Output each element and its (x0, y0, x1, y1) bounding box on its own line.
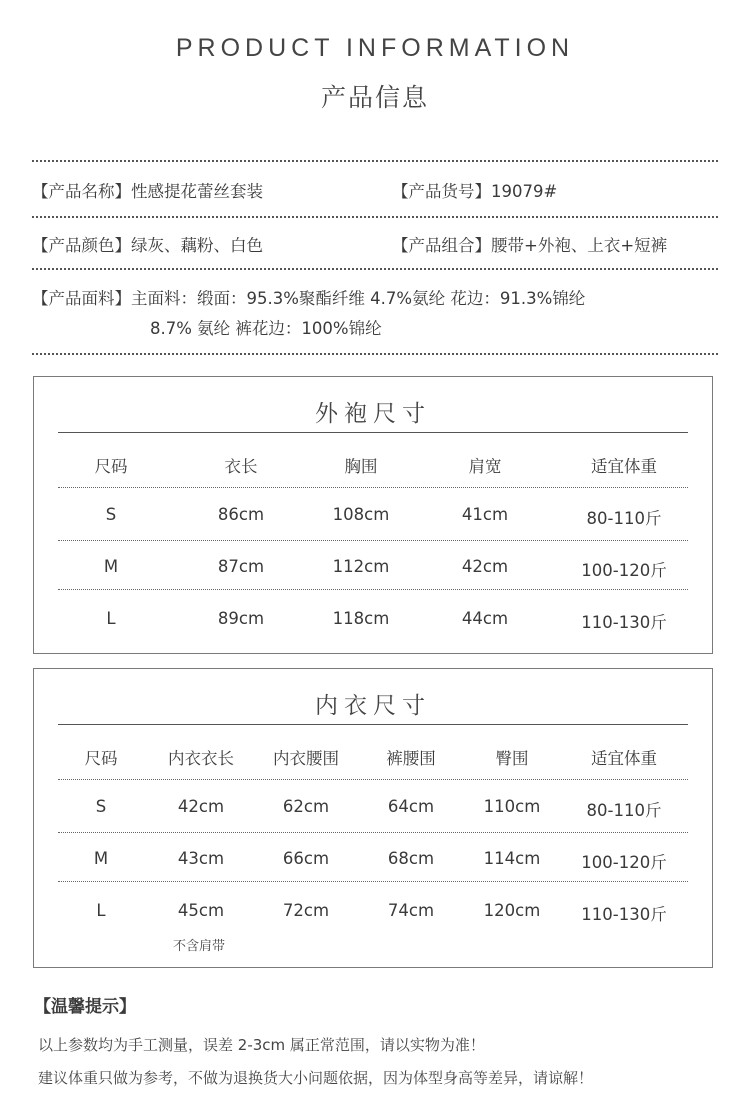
row-divider (58, 881, 688, 882)
tips-title: 【温馨提示】 (34, 997, 136, 1017)
name-value: 性感提花蕾丝套装 (131, 182, 263, 201)
cell: 100-120斤 (581, 561, 667, 580)
title-cn: 产品信息 (320, 83, 429, 112)
cell: 110-130斤 (581, 905, 667, 924)
info-row-fabric (32, 285, 585, 309)
fabric-line2: 8.7% 氨纶 裤花边：100%锦纶 (150, 319, 382, 338)
row-divider (58, 487, 688, 488)
header-shoulder: 肩宽 (468, 457, 502, 476)
cell: 64cm (387, 797, 435, 816)
cell: 87cm (217, 557, 265, 576)
info-row-fabric-2 (150, 315, 382, 339)
cell: 86cm (217, 505, 265, 524)
cell: 43cm (177, 849, 225, 868)
info-row-combo (392, 232, 667, 256)
cell: 112cm (332, 557, 390, 576)
header-top-waist: 内衣腰围 (273, 749, 339, 768)
cell: 44cm (461, 609, 509, 628)
cell: 110-130斤 (581, 613, 667, 632)
cell: 41cm (461, 505, 509, 524)
cell: 80-110斤 (586, 509, 662, 528)
cell: 45cm (177, 901, 225, 920)
inner-size-table (33, 668, 713, 968)
cell: 108cm (332, 505, 390, 524)
cell: 72cm (282, 901, 330, 920)
header-size: 尺码 (84, 749, 118, 768)
combo-label: 【产品组合】 (392, 236, 491, 255)
divider (32, 216, 718, 218)
cell: 120cm (483, 901, 541, 920)
header-size: 尺码 (94, 457, 128, 476)
name-label: 【产品名称】 (32, 182, 131, 201)
fabric-label: 【产品面料】 (32, 289, 131, 308)
cell: 80-110斤 (586, 801, 662, 820)
inner-table-title: 内衣尺寸 (315, 693, 431, 719)
tips-line-1: 以上参数均为手工测量，误差 2-3cm 属正常范围，请以实物为准！ (38, 1036, 485, 1054)
cell: 114cm (483, 849, 541, 868)
title-underline (58, 432, 688, 433)
title-en: PRODUCT INFORMATION (175, 34, 575, 62)
robe-size-table (33, 376, 713, 654)
cell: 100-120斤 (581, 853, 667, 872)
sku-value: 19079# (491, 182, 558, 201)
cell: 89cm (217, 609, 265, 628)
cell: M (103, 557, 119, 576)
info-row-name-sku (32, 178, 263, 202)
info-row-color (32, 232, 263, 256)
row-divider (58, 589, 688, 590)
cell: 68cm (387, 849, 435, 868)
cell: 42cm (461, 557, 509, 576)
divider (32, 160, 718, 162)
cell: 110cm (483, 797, 541, 816)
strap-note: 不含肩带 (172, 939, 226, 954)
tips-line-2: 建议体重只做为参考，不做为退换货大小问题依据，因为体型身高等差异，请谅解！ (38, 1069, 594, 1087)
robe-table-title: 外袍尺寸 (315, 401, 431, 427)
color-value: 绿灰、藕粉、白色 (131, 236, 263, 255)
cell: S (105, 505, 117, 524)
cell: S (95, 797, 107, 816)
row-divider (58, 832, 688, 833)
header-length: 衣长 (224, 457, 258, 476)
header-weight: 适宜体重 (591, 749, 657, 768)
cell: 74cm (387, 901, 435, 920)
combo-value: 腰带+外袍、上衣+短裤 (491, 236, 668, 255)
info-row-sku (392, 178, 557, 202)
divider (32, 268, 718, 270)
cell: 42cm (177, 797, 225, 816)
cell: 62cm (282, 797, 330, 816)
fabric-line1: 主面料：缎面：95.3%聚酯纤维 4.7%氨纶 花边：91.3%锦纶 (131, 289, 586, 308)
cell: M (93, 849, 109, 868)
cell: L (106, 609, 116, 628)
row-divider (58, 779, 688, 780)
divider (32, 353, 718, 355)
color-label: 【产品颜色】 (32, 236, 131, 255)
title-underline (58, 724, 688, 725)
sku-label: 【产品货号】 (392, 182, 491, 201)
header-chest: 胸围 (344, 457, 378, 476)
row-divider (58, 540, 688, 541)
cell: 66cm (282, 849, 330, 868)
cell: 118cm (332, 609, 390, 628)
header-pants-waist: 裤腰围 (386, 749, 436, 768)
cell: L (96, 901, 106, 920)
header-hip: 臀围 (495, 749, 529, 768)
header-top-length: 内衣衣长 (168, 749, 234, 768)
header-weight: 适宜体重 (591, 457, 657, 476)
